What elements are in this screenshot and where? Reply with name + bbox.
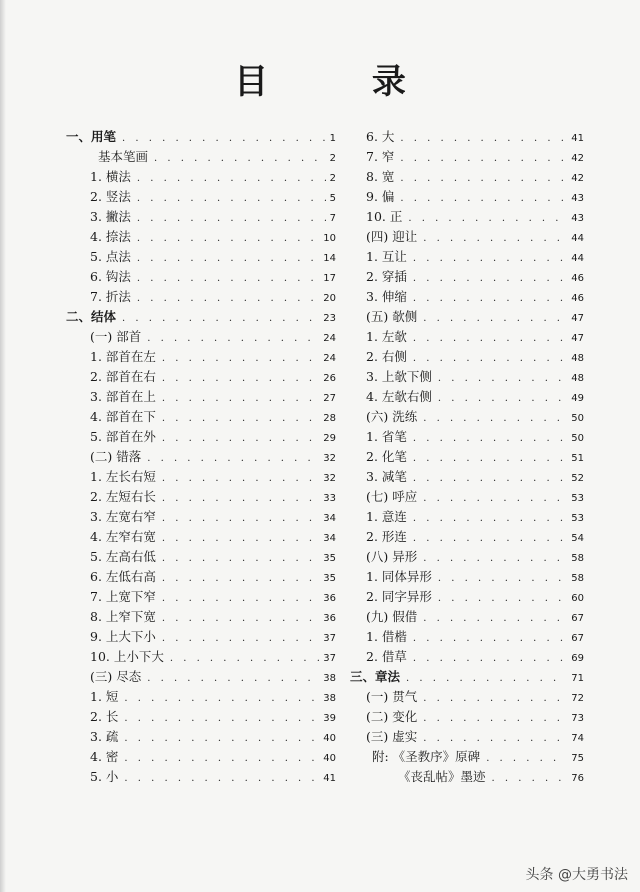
dot-leader [170, 649, 319, 669]
toc-entry-label: (三) 虚实 [366, 729, 418, 744]
toc-entry [350, 427, 584, 447]
toc-entry-label: 1. 左欹 [366, 329, 407, 344]
toc-entry-page: 44 [571, 253, 584, 264]
toc-entry [350, 227, 584, 247]
toc-entry-page: 37 [323, 653, 336, 664]
toc-entry-page: 36 [323, 593, 336, 604]
toc-entry-label: 10. 上小下大 [90, 649, 164, 664]
dot-leader [162, 569, 319, 589]
toc-entry-page: 44 [571, 233, 584, 244]
toc-entry-label: 4. 密 [90, 749, 119, 764]
toc-entry [66, 727, 336, 747]
dot-leader [400, 169, 567, 189]
toc-entry [66, 467, 336, 487]
toc-entry-label: 2. 同字异形 [366, 589, 432, 604]
toc-entry-page: 7 [329, 213, 336, 224]
dot-leader [162, 549, 319, 569]
dot-leader [124, 689, 319, 709]
toc-entry-page: 58 [571, 553, 584, 564]
toc-entry-page: 74 [571, 733, 584, 744]
toc-entry [350, 767, 584, 787]
toc-entry-page: 50 [571, 433, 584, 444]
toc-entry-page: 42 [571, 153, 584, 164]
toc-entry-label: 3. 上欹下侧 [366, 369, 432, 384]
toc-entry [350, 747, 584, 767]
toc-entry-page: 72 [571, 693, 584, 704]
toc-entry-label: 2. 竖法 [90, 189, 131, 204]
toc-entry-label: 3. 伸缩 [366, 289, 407, 304]
dot-leader [413, 329, 567, 349]
toc-entry [66, 227, 336, 247]
toc-entry-label: (二) 错落 [90, 449, 142, 464]
toc-entry [66, 387, 336, 407]
toc-entry-page: 2 [329, 153, 336, 164]
toc-entry-label: 1. 横法 [90, 169, 131, 184]
toc-entry [350, 367, 584, 387]
dot-leader [147, 449, 319, 469]
toc-entry-label: 5. 点法 [90, 249, 131, 264]
toc-entry-page: 41 [571, 133, 584, 144]
toc-entry-label: 4. 左欹右侧 [366, 389, 432, 404]
toc-entry [350, 707, 584, 727]
toc-entry-page: 40 [323, 733, 336, 744]
toc-entry [350, 647, 584, 667]
toc-entry-page: 46 [571, 273, 584, 284]
toc-entry [350, 287, 584, 307]
toc-entry [350, 267, 584, 287]
dot-leader [122, 129, 326, 149]
toc-entry-page: 76 [571, 773, 584, 784]
toc-entry-label: 2. 借草 [366, 649, 407, 664]
dot-leader [438, 589, 567, 609]
toc-entry-page: 32 [323, 473, 336, 484]
toc-entry-page: 35 [323, 553, 336, 564]
toc-entry [66, 187, 336, 207]
dot-leader [413, 529, 567, 549]
toc-entry-page: 47 [571, 313, 584, 324]
toc-entry [66, 347, 336, 367]
toc-entry-page: 5 [329, 193, 336, 204]
toc-entry-label: 二、结体 [66, 309, 117, 324]
dot-leader [408, 209, 567, 229]
toc-entry [66, 747, 336, 767]
toc-entry-label: (九) 假借 [366, 609, 418, 624]
dot-leader [137, 229, 319, 249]
dot-leader [162, 509, 319, 529]
toc-entry-page: 28 [323, 413, 336, 424]
toc-entry-label: 7. 窄 [366, 149, 395, 164]
dot-leader [137, 189, 326, 209]
toc-entry-page: 10 [323, 233, 336, 244]
toc-entry-page: 50 [571, 413, 584, 424]
dot-leader [154, 149, 326, 169]
toc-entry [66, 507, 336, 527]
dot-leader [423, 689, 567, 709]
toc-entry-label: 2. 右侧 [366, 349, 407, 364]
dot-leader [162, 629, 319, 649]
toc-entry-page: 23 [323, 313, 336, 324]
toc-entry [350, 407, 584, 427]
dot-leader [413, 269, 567, 289]
toc-entry [350, 447, 584, 467]
toc-entry-page: 40 [323, 753, 336, 764]
watermark: 头条 @大勇书法 [525, 867, 628, 883]
dot-leader [162, 389, 319, 409]
toc-entry-label: (六) 洗练 [366, 409, 418, 424]
toc-entry [66, 367, 336, 387]
toc-entry [66, 247, 336, 267]
toc-entry-label: 1. 互让 [366, 249, 407, 264]
dot-leader [162, 529, 319, 549]
toc-entry-page: 60 [571, 593, 584, 604]
toc-entry-page: 1 [329, 133, 336, 144]
toc-entry [66, 407, 336, 427]
toc-entry-page: 49 [571, 393, 584, 404]
toc-entry-label: (五) 欹侧 [366, 309, 418, 324]
toc-entry [350, 187, 584, 207]
toc-entry-page: 67 [571, 613, 584, 624]
toc-entry-label: 6. 大 [366, 129, 395, 144]
toc-entry-label: (七) 呼应 [366, 489, 418, 504]
toc-entry-page: 52 [571, 473, 584, 484]
toc-entry-label: 8. 宽 [366, 169, 395, 184]
toc-entry [66, 587, 336, 607]
dot-leader [413, 649, 567, 669]
dot-leader [423, 309, 567, 329]
dot-leader [162, 609, 319, 629]
dot-leader [162, 369, 319, 389]
toc-entry-page: 36 [323, 613, 336, 624]
dot-leader [124, 769, 319, 789]
toc-entry-page: 41 [323, 773, 336, 784]
toc-entry-page: 69 [571, 653, 584, 664]
dot-leader [423, 409, 567, 429]
toc-entry-label: 3. 疏 [90, 729, 119, 744]
toc-entry-label: 7. 折法 [90, 289, 131, 304]
toc-entry-page: 46 [571, 293, 584, 304]
toc-entry-label: 4. 捺法 [90, 229, 131, 244]
dot-leader [413, 429, 567, 449]
dot-leader [162, 349, 319, 369]
dot-leader [492, 769, 568, 789]
toc-entry-page: 71 [571, 673, 584, 684]
toc-entry-page: 33 [323, 493, 336, 504]
toc-entry-page: 27 [323, 393, 336, 404]
dot-leader [162, 429, 319, 449]
toc-entry-page: 26 [323, 373, 336, 384]
dot-leader [137, 269, 319, 289]
toc-entry-label: 9. 偏 [366, 189, 395, 204]
toc-entry-label: 一、用笔 [66, 129, 117, 144]
toc-entry-label: 1. 同体异形 [366, 569, 432, 584]
dot-leader [162, 489, 319, 509]
toc-entry [66, 207, 336, 227]
toc-entry-label: 1. 省笔 [366, 429, 407, 444]
toc-entry [66, 147, 336, 167]
toc-entry-label: 7. 上宽下窄 [90, 589, 156, 604]
toc-entry-label: 1. 意连 [366, 509, 407, 524]
toc-entry-label: 2. 化笔 [366, 449, 407, 464]
toc-entry [350, 727, 584, 747]
toc-entry [350, 327, 584, 347]
toc-entry-label: 3. 减笔 [366, 469, 407, 484]
toc-entry [66, 707, 336, 727]
toc-entry-label: 4. 部首在下 [90, 409, 156, 424]
dot-leader [413, 289, 567, 309]
toc-entry-page: 24 [323, 333, 336, 344]
page-title: 目 录 [234, 62, 452, 102]
toc-entry-label: 1. 左长右短 [90, 469, 156, 484]
toc-entry [350, 127, 584, 147]
dot-leader [486, 749, 567, 769]
toc-entry-label: 三、章法 [350, 669, 401, 684]
toc-entry [66, 647, 336, 667]
toc-entry-page: 32 [323, 453, 336, 464]
dot-leader [413, 349, 567, 369]
dot-leader [423, 229, 567, 249]
toc-entry-label: 2. 左短右长 [90, 489, 156, 504]
toc-entry-label: 3. 部首在上 [90, 389, 156, 404]
scan-edge [0, 0, 6, 892]
toc-entry-page: 54 [571, 533, 584, 544]
toc-entry-label: 《丧乱帖》墨迹 [398, 769, 486, 784]
toc-entry [350, 547, 584, 567]
toc-entry-page: 58 [571, 573, 584, 584]
toc-entry-label: 2. 穿插 [366, 269, 407, 284]
toc-entry-page: 34 [323, 533, 336, 544]
dot-leader [162, 589, 319, 609]
toc-entry [350, 167, 584, 187]
toc-entry-page: 34 [323, 513, 336, 524]
toc-entry-label: 5. 部首在外 [90, 429, 156, 444]
toc-entry-label: 2. 长 [90, 709, 119, 724]
toc-entry [66, 627, 336, 647]
toc-entry [350, 487, 584, 507]
toc-entry-label: 2. 部首在右 [90, 369, 156, 384]
toc-entry-label: 6. 钩法 [90, 269, 131, 284]
toc-entry-label: 基本笔画 [98, 149, 149, 164]
toc-entry-label: 1. 短 [90, 689, 119, 704]
toc-entry-label: 附: 《圣教序》原碑 [372, 749, 481, 764]
toc-entry [350, 627, 584, 647]
toc-entry-label: 2. 形连 [366, 529, 407, 544]
toc-entry-label: (一) 部首 [90, 329, 142, 344]
toc-entry-label: 1. 部首在左 [90, 349, 156, 364]
dot-leader [137, 249, 319, 269]
toc-entry-label: 4. 左窄右宽 [90, 529, 156, 544]
toc-entry-label: 5. 左高右低 [90, 549, 156, 564]
toc-entry [350, 147, 584, 167]
toc-entry-page: 38 [323, 673, 336, 684]
toc-entry [66, 287, 336, 307]
toc-entry-page: 24 [323, 353, 336, 364]
dot-leader [413, 449, 567, 469]
dot-leader [413, 249, 567, 269]
toc-left-column [66, 127, 336, 787]
toc-entry [66, 687, 336, 707]
toc-entry-label: 3. 左宽右窄 [90, 509, 156, 524]
toc-entry [66, 307, 336, 327]
toc-entry-page: 53 [571, 493, 584, 504]
dot-leader [423, 609, 567, 629]
toc-entry-page: 2 [329, 173, 336, 184]
toc-right-column [350, 127, 584, 787]
toc-entry [66, 427, 336, 447]
dot-leader [406, 669, 567, 689]
toc-entry-page: 48 [571, 353, 584, 364]
dot-leader [137, 169, 326, 189]
toc-entry-label: (二) 变化 [366, 709, 418, 724]
dot-leader [162, 409, 319, 429]
toc-entry [350, 347, 584, 367]
toc-entry [350, 587, 584, 607]
dot-leader [162, 469, 319, 489]
dot-leader [400, 189, 567, 209]
toc-entry-page: 35 [323, 573, 336, 584]
dot-leader [122, 309, 319, 329]
dot-leader [124, 749, 319, 769]
dot-leader [413, 629, 567, 649]
toc-entry [350, 247, 584, 267]
dot-leader [423, 489, 567, 509]
toc-entry-page: 42 [571, 173, 584, 184]
dot-leader [423, 549, 567, 569]
dot-leader [124, 729, 319, 749]
toc-entry-label: (三) 尽态 [90, 669, 142, 684]
toc-entry-label: 10. 正 [366, 209, 403, 224]
toc-entry-page: 67 [571, 633, 584, 644]
toc-entry [66, 527, 336, 547]
toc-entry-page: 48 [571, 373, 584, 384]
toc-entry-label: (八) 异形 [366, 549, 418, 564]
toc-entry [66, 567, 336, 587]
toc-entry-page: 43 [571, 193, 584, 204]
toc-entry-page: 37 [323, 633, 336, 644]
dot-leader [147, 669, 319, 689]
dot-leader [413, 509, 567, 529]
dot-leader [423, 729, 567, 749]
toc-entry-page: 20 [323, 293, 336, 304]
toc-entry-page: 39 [323, 713, 336, 724]
toc-entry-page: 14 [323, 253, 336, 264]
toc-entry [350, 387, 584, 407]
toc-entry-page: 38 [323, 693, 336, 704]
toc-entry [350, 507, 584, 527]
toc-entry [66, 547, 336, 567]
toc-entry-page: 53 [571, 513, 584, 524]
dot-leader [400, 149, 567, 169]
toc-entry-page: 51 [571, 453, 584, 464]
toc-entry-label: 8. 上窄下宽 [90, 609, 156, 624]
toc-entry [350, 207, 584, 227]
dot-leader [147, 329, 319, 349]
dot-leader [400, 129, 567, 149]
toc-entry-page: 73 [571, 713, 584, 724]
toc-entry-label: (一) 贯气 [366, 689, 418, 704]
toc-entry [350, 667, 584, 687]
dot-leader [423, 709, 567, 729]
dot-leader [124, 709, 319, 729]
dot-leader [137, 289, 319, 309]
toc-entry-page: 75 [571, 753, 584, 764]
toc-entry-page: 43 [571, 213, 584, 224]
toc-entry [350, 687, 584, 707]
toc-entry [350, 467, 584, 487]
toc-entry [350, 527, 584, 547]
toc-entry [66, 127, 336, 147]
toc-entry-label: 1. 借楷 [366, 629, 407, 644]
dot-leader [413, 469, 567, 489]
toc-entry-page: 47 [571, 333, 584, 344]
toc-entry [66, 487, 336, 507]
toc-entry [66, 607, 336, 627]
dot-leader [438, 369, 567, 389]
toc-entry-page: 17 [323, 273, 336, 284]
toc-entry [350, 607, 584, 627]
toc-entry-label: 5. 小 [90, 769, 119, 784]
toc-entry-label: (四) 迎让 [366, 229, 418, 244]
toc-entry-page: 29 [323, 433, 336, 444]
dot-leader [137, 209, 326, 229]
toc-entry [66, 447, 336, 467]
toc-entry [66, 667, 336, 687]
toc-entry [350, 307, 584, 327]
toc-entry-label: 9. 上大下小 [90, 629, 156, 644]
dot-leader [438, 389, 567, 409]
toc-entry [66, 167, 336, 187]
toc-entry [66, 767, 336, 787]
toc-entry-label: 3. 撇法 [90, 209, 131, 224]
toc-entry-label: 6. 左低右高 [90, 569, 156, 584]
toc-entry [66, 267, 336, 287]
toc-entry [66, 327, 336, 347]
toc-entry [350, 567, 584, 587]
dot-leader [438, 569, 567, 589]
